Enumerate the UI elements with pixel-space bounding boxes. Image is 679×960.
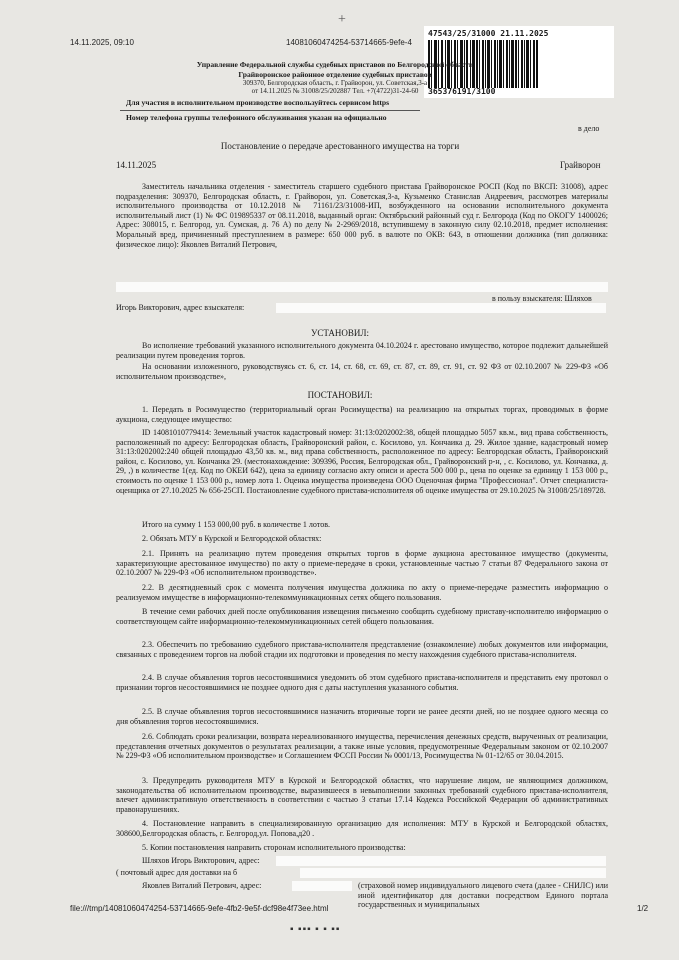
item-2-6: 2.6. Соблюдать сроки реализации, возврата нереализованного имущества, перечисления денежных средств, вырученных от реализации, представления отчетных документов о результатах реализации, а также иные условия, предусмотренные Федеральным законом от 02.10.2007 № 229-ФЗ «Об исполнительном производстве» и Соглашением ФССП России № 0001/13, Росимущества № 01-12/65 от 30.04.2015. [116,732,608,761]
item-5: 5. Копии постановления направить сторонам исполнительного производства: [142,843,406,852]
handwritten-note: в дело [578,124,600,133]
item-2-2: 2.2. В десятидневный срок с момента получения имущества должника по акту о приеме-передаче разместить информацию о реализуемом имуществе в информационно-телекоммуникационных сетях общего пользования. [116,583,608,602]
intro-paragraph: Заместитель начальника отделения - заместитель старшего судебного пристава Грайворонское РОСП (Код по ВКСП: 31008), адрес подразделения: 309370, Белгородская область, г. Грайворон, ул. Советская,3-а, Кузьменко Станислав Андреевич, рассмотрев материалы исполнительного производства от 10.12.2018 № 71161/23/31008-ИП, возбужденного на основании исполнительного документа исполнительный лист (1) № ФС 019895337 от 08.11.2018, выданный орган: Октябрьский районный суд г. Белгорода (Код по ОКОГУ 1400026; Адрес: 308015, г. Белгород, ул. Сумская, д. 76 А) по делу № 2-2969/2018, вступившему в законную силу 02.10.2018, предмет исполнения: Моральный вред, причиненный преступлением в размере: 650 000 руб. в валюте по ОКВ: 643, в отношении должника (тип должника: физическое лицо): Яковлев Виталий Петрович, [116,182,608,249]
redaction-bar [292,881,352,891]
recipient-claimant: Шляхов Игорь Викторович, адрес: [142,856,260,865]
redaction-bar [276,856,606,866]
item-3: 3. Предупредить руководителя МТУ в Курской и Белгородской областях, что нарушение лицом, не являющимся должником, законодательства об исполнительном производстве, выразившееся в невыполнении законных требований судебного пристава-исполнителя, влечет административную ответственность в соответствии с частью 3 статьи 17.14 Кодекса Российской Федерации об административных правонарушениях. [116,776,608,814]
recipient-debtor: Яковлев Виталий Петрович, адрес: [142,881,262,890]
section-ustanovil: УСТАНОВИЛ: [310,328,370,338]
org-phone-line: Номер телефона группы телефонного обслуживания указан на официально [126,113,387,122]
org-name: Управление Федеральной службы судебных приставов по Белгородской области [196,60,474,69]
document-title: Постановление о передаче арестованного имущества на торги [220,141,460,151]
item-2-3: 2.3. Обеспечить по требованию судебного пристава-исполнителя представление (ознакомление) любых документов или информации, связанных с проведением торгов на любой стадии их подготовки и проведения по месту нахождения судебного пристава-исполнителя. [116,640,608,659]
item-2-4: 2.4. В случае объявления торгов несостоявшимися уведомить об этом судебного пристава-исполнителя и представить ему протокол о признании торгов несостоявшимися не позднее одного дня с даты наступления указанного события. [116,673,608,692]
claimant-line: Игорь Викторович, адрес взыскателя: [116,303,245,312]
page-number: 1/2 [637,904,649,913]
print-datetime: 14.11.2025, 09:10 [70,38,134,47]
redaction-bar [116,282,608,292]
document-date: 14.11.2025 [116,160,157,170]
org-department: Грайворонское районное отделение судебных приставов [238,70,432,79]
item-2-2-b: В течение семи рабочих дней после опубликования извещения письменно сообщить судебному приставу-исполнителю информацию о соответствующем сайте информационно-телекоммуникационных сетей общего пользования. [116,607,608,626]
barcode-number: 365376191/3100 [428,87,496,96]
org-service-line: Для участия в исполнительном производстве воспользуйтесь сервисом https [126,98,390,107]
ustanovil-p2: На основании изложенного, руководствуясь ст. 6, ст. 14, ст. 68, ст. 69, ст. 87, ст. 89, ст. 91, ст. 92 ФЗ от 02.10.2007 № 229-ФЗ «Об исполнительном производстве», [116,362,608,381]
item-2-5: 2.5. В случае объявления торгов несостоявшимися назначить вторичные торги не ранее десяти дней, но не позднее одного месяца со дня объявления торгов несостоявшимися. [116,707,608,726]
org-ref: от 14.11.2025 № 31008/25/202887 Тел. +7(4722)31-24-60 [251,87,419,95]
org-address: 309370, Белгородская область, г. Грайворон, ул. Советская,3-а [242,79,428,87]
redaction-bar [300,868,606,878]
barcode-registration: 47543/25/31000 21.11.2025 [428,29,549,38]
ustanovil-p1: Во исполнение требований указанного исполнительного документа 04.10.2024 г. арестовано имущество, которое подлежит дальнейшей реализации путем проведения торгов. [116,341,608,360]
recipient-debtor-tail: (страховой номер индивидуального лицевого счета (далее - СНИЛС) или иной идентификатор для доставки посредством Единого портала государственных и муниципальных [358,881,608,910]
file-path: file:///tmp/14081060474254-53714665-9efe-4fb2-9e5f-dcf98e4f73ee.html [70,904,329,913]
document-place: Грайворон [560,160,601,170]
item-2: 2. Обязать МТУ в Курской и Белгородской областях: [142,534,322,543]
claimant-tail: в пользу взыскателя: Шляхов [492,294,592,303]
punch-marks: ▪ ▪▪▪ ▪ ▪ ▪▪ [290,924,341,935]
section-postanovil: ПОСТАНОВИЛ: [307,390,373,400]
divider [120,110,420,111]
pen-mark: + [338,12,346,27]
item-2-1: 2.1. Принять на реализацию путем проведения открытых торгов в форме аукциона арестованное имущество (документы, характеризующие арестованное имущество) по акту о приеме-передаче в сроки, установленные частью 7 статьи 87 Федерального закона от 02.10.2007 № 229-ФЗ «Об исполнительном производстве». [116,549,608,578]
item-4: 4. Постановление направить в специализированную организацию для исполнения: МТУ в Курской и Белгородской областях, 308600,Белгородская область, г. Белгород,ул. Попова,д20 . [116,819,608,838]
print-doc-id: 14081060474254-53714665-9efe-4 [286,38,412,47]
lot-description: ID 14081010779414: Земельный участок кадастровый номер: 31:13:0202002:38, общей площадью 5057 кв.м., вид права собственность, расположенный по адресу: Белгородская область, Грайворонский район, с. Косилово, ул. Кончаика д. 29. Жилое здание, кадастровый номер 31:13:0202002:240 общей площадью 43,50 кв. м., вид права собственность, расположенное по адресу: Белгородская область, Грайворонский район, с. Косилово, ул. Кончанка 29. (местонахождение: 309396, Россия, Белгородская обл., Грайворонский р-н, , с. Косилово, ул. Кончанка, д. 29, ,) в количестве 1(ед. Код по ОКЕИ 642), цена за единицу согласно акту описи и ареста 500 000 р., цена по оценке за единицу 1 153 000 р., стоимость по оценке 1 153 000 р., номер лота 1. Оценка имущества произведена ООО Оценочная фирма "Профессионал". Отчет специалиста-оценщика от 27.10.2025 № 656-25СП. Постановление судебного пристава-исполнителя об оценке имущества от 29.10.2025 № 31008/25/189728. [116,428,608,495]
redaction-bar [276,303,606,313]
recipient-postal: ( почтовый адрес для доставки на б [116,868,238,877]
item-1: 1. Передать в Росимущество (территориальный орган Росимущества) на реализацию на открытых торгах, проводимых в форме аукциона, следующее имущество: [116,405,608,424]
lot-total: Итого на сумму 1 153 000,00 руб. в количестве 1 лотов. [142,520,330,529]
